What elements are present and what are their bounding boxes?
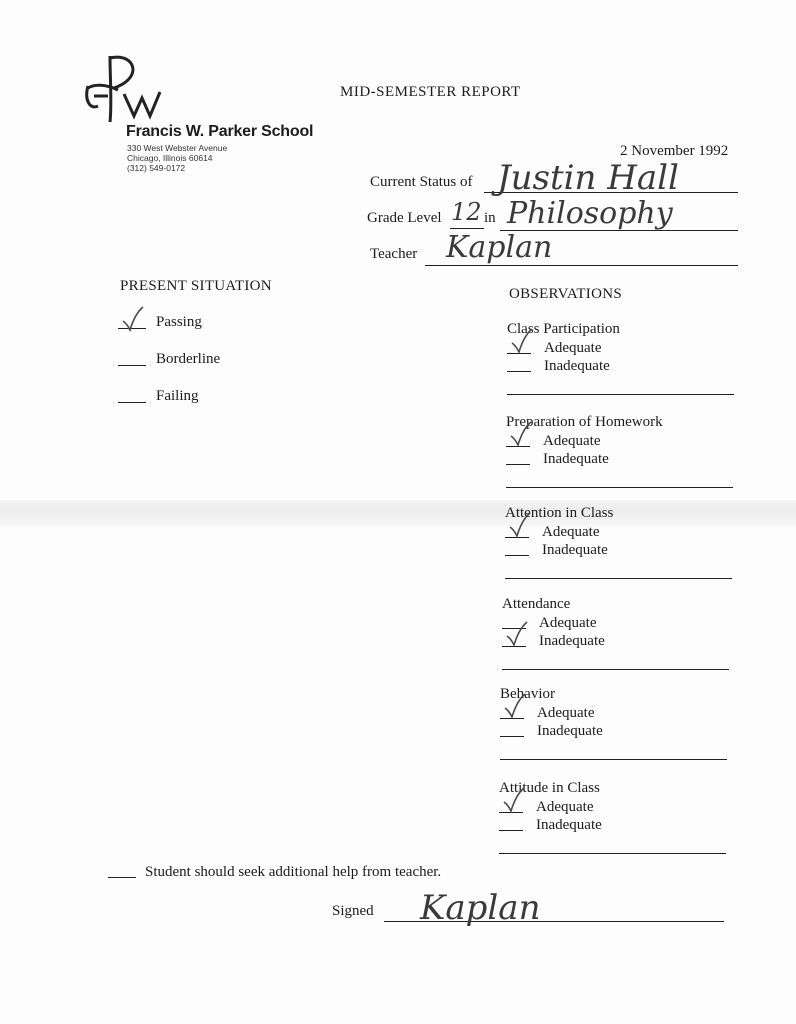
observation-option-adequate: Adequate	[542, 524, 600, 540]
observation-option-inadequate: Inadequate	[542, 542, 608, 558]
observation-option-inadequate: Inadequate	[543, 451, 609, 467]
situation-blank	[118, 402, 146, 403]
observation-title: Attention in Class	[505, 505, 614, 521]
observation-title: Attendance	[502, 596, 571, 612]
student-name: Justin Hall	[497, 158, 679, 198]
observations-heading: OBSERVATIONS	[509, 286, 622, 302]
observation-comment-line	[500, 759, 727, 760]
situation-option-label: Failing	[156, 388, 199, 404]
signed-label: Signed	[332, 903, 374, 919]
school-name: Francis W. Parker School	[126, 123, 314, 140]
school-logo	[80, 48, 170, 126]
report-title: MID-SEMESTER REPORT	[340, 84, 521, 100]
observation-title: Behavior	[500, 686, 555, 702]
observation-comment-line	[507, 394, 734, 395]
checkmark-icon	[507, 508, 533, 542]
in-label: in	[484, 210, 496, 226]
observation-option-adequate: Adequate	[536, 799, 594, 815]
school-address-line1: 330 West Webster Avenue	[127, 143, 228, 153]
observation-comment-line	[505, 578, 732, 579]
observation-blank	[500, 736, 524, 737]
subject-value: Philosophy	[507, 196, 673, 231]
grade-value: 12	[451, 198, 482, 226]
observation-option-adequate: Adequate	[544, 340, 602, 356]
observation-title: Attitude in Class	[499, 780, 600, 796]
checkmark-icon	[502, 689, 528, 723]
observation-option-inadequate: Inadequate	[537, 723, 603, 739]
grade-label: Grade Level	[367, 210, 442, 226]
checkmark-icon	[508, 417, 534, 451]
teacher-label: Teacher	[370, 246, 418, 262]
situation-blank	[118, 365, 146, 366]
teacher-line	[425, 265, 738, 266]
observation-option-adequate: Adequate	[537, 705, 595, 721]
observation-option-adequate: Adequate	[539, 615, 597, 631]
school-address-line2: Chicago, Illinois 60614	[127, 153, 213, 163]
situation-option-label: Borderline	[156, 351, 221, 367]
help-blank	[108, 877, 136, 878]
paper-fold	[0, 500, 796, 526]
status-label: Current Status of	[370, 174, 473, 190]
present-situation-heading: PRESENT SITUATION	[120, 278, 272, 294]
observation-comment-line	[502, 669, 729, 670]
observation-option-inadequate: Inadequate	[544, 358, 610, 374]
checkmark-icon	[504, 617, 530, 651]
checkmark-icon	[120, 306, 146, 332]
school-phone: (312) 549-0172	[127, 163, 186, 173]
teacher-value: Kaplan	[446, 230, 553, 265]
observation-option-inadequate: Inadequate	[536, 817, 602, 833]
observation-title: Preparation of Homework	[506, 414, 663, 430]
observation-option-adequate: Adequate	[543, 433, 601, 449]
checkmark-icon	[509, 324, 535, 358]
situation-option-label: Passing	[156, 314, 202, 330]
observation-blank	[505, 555, 529, 556]
report-date: 2 November 1992	[620, 143, 729, 159]
grade-line	[450, 228, 484, 229]
observation-comment-line	[499, 853, 726, 854]
observation-blank	[499, 830, 523, 831]
observation-title: Class Participation	[507, 321, 620, 337]
checkmark-icon	[501, 783, 527, 817]
observation-option-inadequate: Inadequate	[539, 633, 605, 649]
observation-blank	[506, 464, 530, 465]
signature: Kaplan	[420, 888, 541, 928]
observation-blank	[507, 371, 531, 372]
help-note: Student should seek additional help from teacher.	[145, 864, 442, 880]
observation-comment-line	[506, 487, 733, 488]
